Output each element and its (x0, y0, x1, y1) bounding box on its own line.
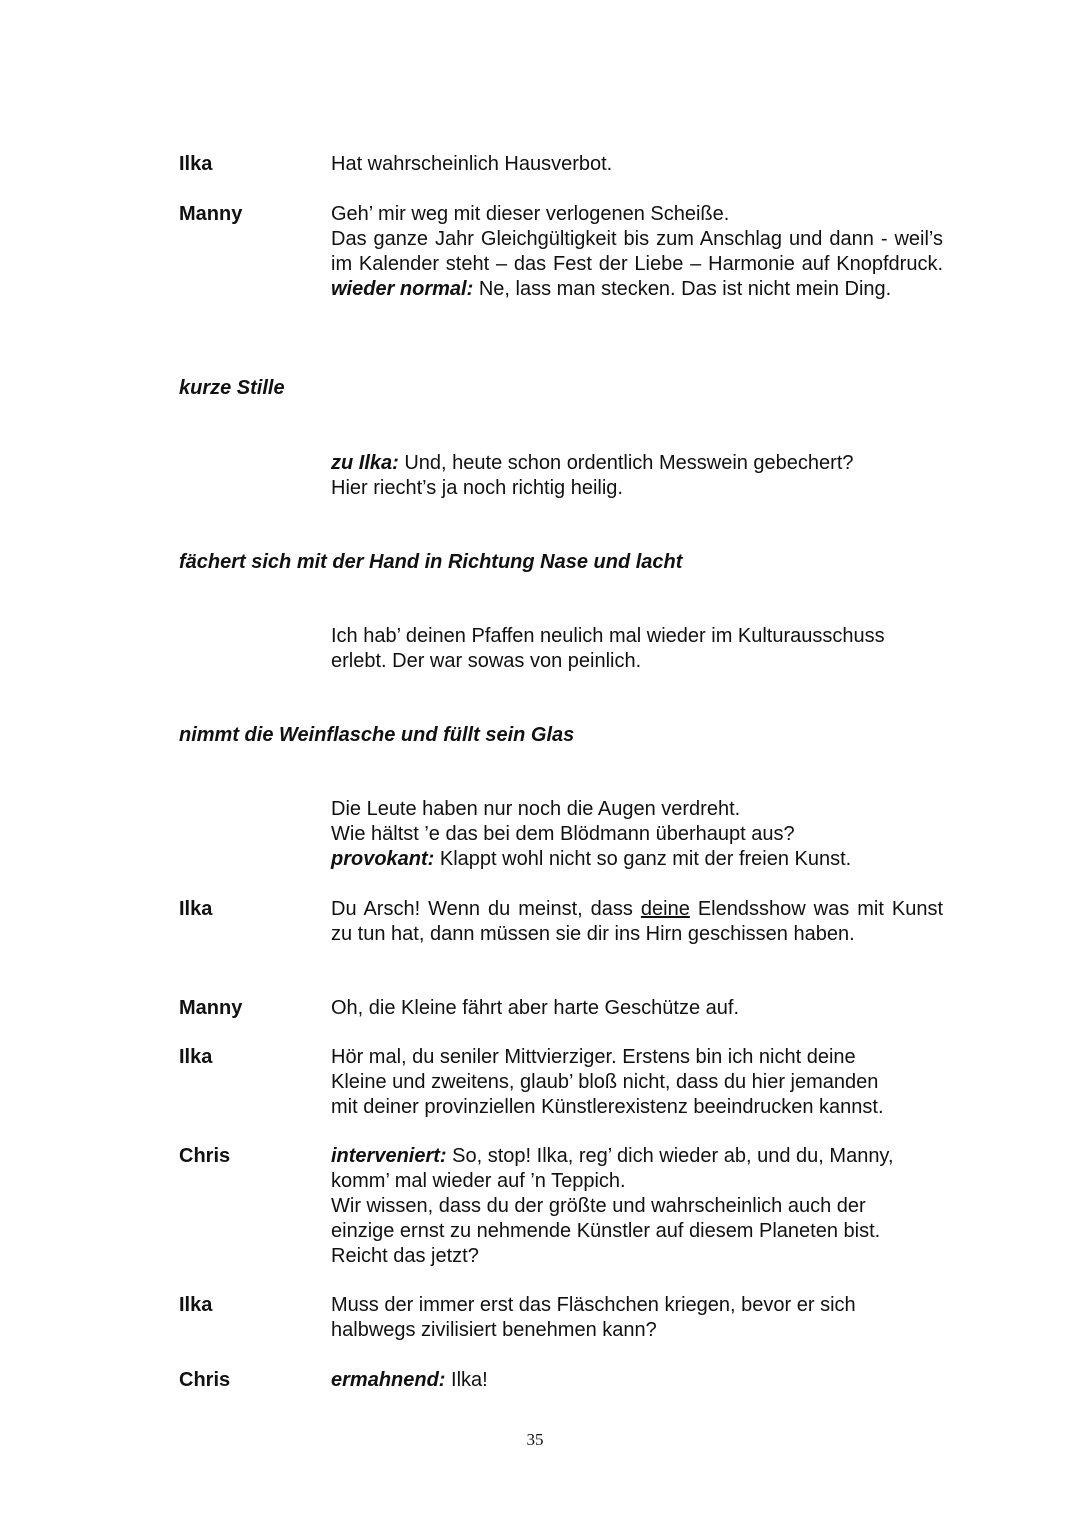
speaker-name: Chris (179, 1369, 231, 1391)
dialogue-line: Wir wissen, dass du der größte und wahrscheinlich auch der (331, 1195, 866, 1217)
speaker-name: Chris (179, 1145, 231, 1167)
page-number: 35 (526, 1430, 544, 1449)
dialogue-text (331, 897, 943, 947)
dialogue-line: Hier riecht’s ja noch richtig heilig. (331, 477, 623, 499)
speaker-name: Ilka (179, 898, 213, 920)
dialogue-text (331, 451, 943, 501)
underlined-word: deine (640, 898, 690, 920)
dialogue-text (331, 1293, 943, 1343)
dialogue-line: mit deiner provinziellen Künstlerexistenz beeindrucken kannst. (331, 1096, 884, 1118)
speaker-name: Manny (179, 203, 243, 225)
dialogue-line: Wie hältst ’e das bei dem Blödmann überhaupt aus? (331, 823, 795, 845)
dialogue-line: Muss der immer erst das Fläschchen kriegen, bevor er sich (331, 1294, 856, 1316)
dialogue-line: Du Arsch! Wenn du meinst, dass deine Elendsshow was mit Kunst zu tun hat, dann müssen sie dir ins Hirn geschissen haben. (331, 898, 943, 945)
dialogue-line: Oh, die Kleine fährt aber harte Geschütze auf. (331, 997, 740, 1019)
dialogue-line: Ich hab’ deinen Pfaffen neulich mal wieder im Kulturausschuss (331, 625, 885, 647)
dialogue-text (331, 1368, 943, 1393)
dialogue-line: komm’ mal wieder auf ’n Teppich. (331, 1170, 626, 1192)
speaker-name: Manny (179, 997, 243, 1019)
dialogue-text (331, 797, 943, 872)
stage-direction: kurze Stille (179, 377, 285, 399)
dialogue-line: provokant: Klappt wohl nicht so ganz mit der freien Kunst. (331, 848, 852, 870)
dialogue-line: einzige ernst zu nehmende Künstler auf diesem Planeten bist. (331, 1220, 881, 1242)
dialogue-text (331, 152, 943, 177)
stage-direction-inline: interveniert: (331, 1145, 447, 1167)
dialogue-text (331, 1144, 943, 1269)
dialogue-text (331, 202, 943, 302)
dialogue-line: halbwegs zivilisiert benehmen kann? (331, 1319, 657, 1341)
dialogue-line: Geh’ mir weg mit dieser verlogenen Scheiße. (331, 203, 730, 225)
dialogue-line: ermahnend: Ilka! (331, 1369, 488, 1391)
speaker-name: Ilka (179, 1294, 213, 1316)
dialogue-text (331, 996, 943, 1021)
stage-direction-inline: provokant: (331, 848, 435, 870)
dialogue-text (331, 1045, 943, 1120)
stage-direction-inline: zu Ilka: (331, 452, 399, 474)
stage-direction: nimmt die Weinflasche und füllt sein Glas (179, 724, 575, 746)
dialogue-line: Kleine und zweitens, glaub’ bloß nicht, dass du hier jemanden (331, 1071, 879, 1093)
dialogue-line: Die Leute haben nur noch die Augen verdreht. (331, 798, 741, 820)
dialogue-line: Das ganze Jahr Gleichgültigkeit bis zum Anschlag und dann - weil’s im Kalender steht – das Fest der Liebe – Harmonie auf Knopfdruck. wieder normal: Ne, lass man stecken. Das ist nicht mein Ding. (331, 228, 943, 300)
dialogue-line: Reicht das jetzt? (331, 1245, 479, 1267)
stage-direction-inline: ermahnend: (331, 1369, 446, 1391)
dialogue-line: erlebt. Der war sowas von peinlich. (331, 650, 642, 672)
speaker-name: Ilka (179, 1046, 213, 1068)
speaker-name: Ilka (179, 153, 213, 175)
stage-direction-inline: wieder normal: (331, 278, 474, 300)
stage-direction: fächert sich mit der Hand in Richtung Nase und lacht (179, 551, 683, 573)
dialogue-line: interveniert: So, stop! Ilka, reg’ dich wieder ab, und du, Manny, (331, 1145, 894, 1167)
dialogue-text (331, 624, 943, 674)
dialogue-line: zu Ilka: Und, heute schon ordentlich Messwein gebechert? (331, 452, 854, 474)
dialogue-line: Hat wahrscheinlich Hausverbot. (331, 153, 613, 175)
dialogue-line: Hör mal, du seniler Mittvierziger. Erstens bin ich nicht deine (331, 1046, 856, 1068)
